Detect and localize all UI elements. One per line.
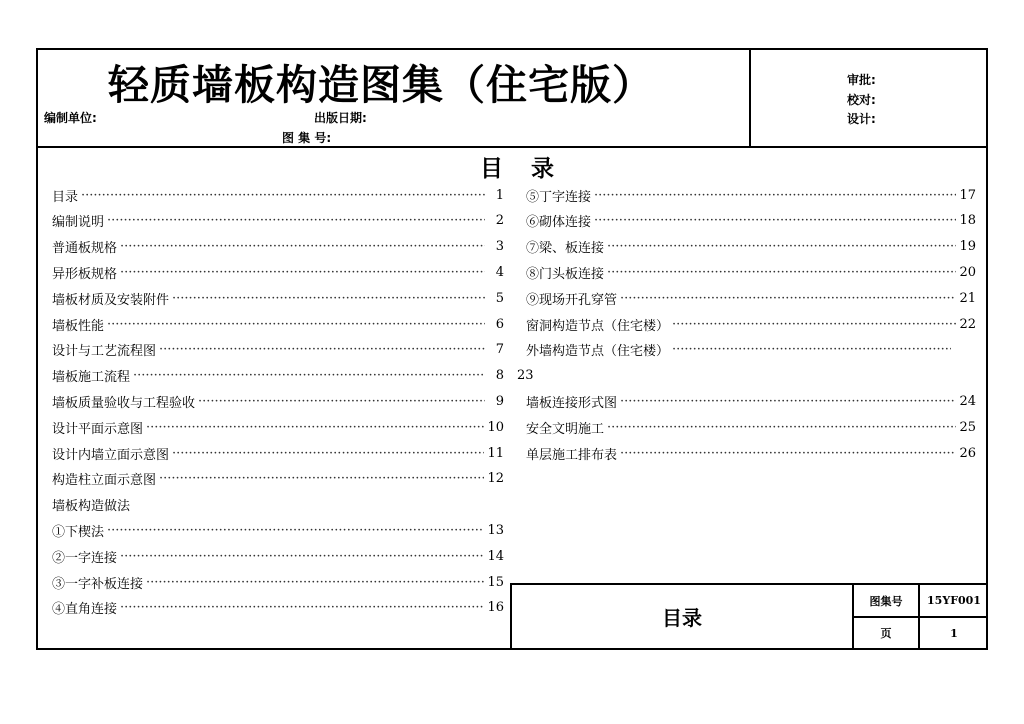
toc-leader-dots	[672, 317, 956, 332]
toc-entry-page: 18	[959, 213, 976, 229]
toc-leader-dots	[620, 446, 956, 461]
toc-entry-page: 20	[959, 264, 976, 280]
toc-entry-label: ②一字连接	[52, 550, 118, 566]
toc-entry-page: 3	[495, 239, 504, 255]
toc-entry-label: 墙板构造做法	[52, 499, 131, 515]
toc-entry-page: 15	[487, 574, 504, 590]
toc-leader-dots	[159, 342, 485, 357]
toc-entry-page: 6	[495, 316, 504, 332]
design-label: 设计:	[847, 112, 876, 126]
toc-entry-page: 17	[959, 187, 976, 203]
toc-leader-dots	[607, 420, 956, 435]
toc-entry	[52, 287, 504, 309]
toc-entry	[52, 339, 504, 361]
toc-entry-page: 13	[487, 522, 504, 538]
toc-leader-dots	[172, 291, 485, 306]
toc-entry-page: 19	[959, 239, 976, 255]
toc-entry	[52, 365, 504, 387]
toc-entry-page: 22	[959, 316, 976, 332]
toc-leader-dots	[120, 600, 484, 615]
toc-entry	[526, 184, 976, 206]
toc-leader-dots	[607, 239, 956, 254]
toc-entry-label: 23	[517, 368, 534, 384]
toc-entry-page: 24	[959, 393, 976, 409]
toc-entry	[526, 339, 970, 361]
toc-entry-label: 设计平面示意图	[52, 421, 144, 437]
toc-entry-page: 7	[495, 342, 504, 358]
toc-entry	[52, 597, 504, 619]
toc-entry-page: 12	[487, 471, 504, 487]
toc-leader-dots	[120, 239, 485, 254]
atlas-no-cell-label: 图集号	[869, 594, 903, 608]
toc-entry	[52, 184, 504, 206]
toc-entry	[52, 390, 504, 412]
toc-entry	[52, 519, 504, 541]
toc-leader-dots	[146, 420, 484, 435]
toc-entry-page: 5	[495, 290, 504, 306]
toc-entry	[526, 287, 976, 309]
atlas-no-value: 15YF001	[927, 594, 981, 607]
toc-entry	[52, 313, 504, 335]
toc-entry-label: 窗洞构造节点（住宅楼）	[526, 318, 670, 334]
page-cell-label: 页	[880, 627, 892, 640]
toc-entry-label: ⑨现场开孔穿管	[526, 292, 618, 308]
toc-entry-page: 16	[487, 600, 504, 616]
toc-entry	[52, 468, 504, 490]
atlas-no-label: 图 集 号:	[282, 131, 332, 145]
toc-entry-page: 9	[495, 393, 504, 409]
toc-entry-label: 墙板连接形式图	[526, 395, 618, 411]
toc-entry-page: 8	[495, 368, 504, 384]
toc-entry-label: 设计与工艺流程图	[52, 344, 157, 360]
toc-entry-label: 外墙构造节点（住宅楼）	[526, 344, 670, 360]
page-value: 1	[950, 626, 958, 640]
toc-leader-dots	[172, 446, 484, 461]
toc-entry-label: 安全文明施工	[526, 421, 605, 437]
toc-leader-dots	[107, 317, 485, 332]
toc-leader-dots	[672, 342, 951, 357]
toc-entry-page: 26	[959, 445, 976, 461]
toc-leader-dots	[120, 549, 484, 564]
toc-entry	[52, 571, 504, 593]
toc-entry	[526, 210, 976, 232]
compiler-label: 编制单位:	[44, 111, 97, 125]
toc-entry	[526, 236, 976, 258]
toc-entry	[526, 390, 976, 412]
toc-entry-label: ④直角连接	[52, 602, 118, 618]
toc-entry	[52, 261, 504, 283]
toc-entry-label: 设计内墙立面示意图	[52, 447, 170, 463]
toc-entry-label: 普通板规格	[52, 241, 118, 257]
toc-entry	[526, 261, 976, 283]
toc-entry-page: 1	[495, 187, 504, 203]
toc-entry-label: 墙板施工流程	[52, 370, 131, 386]
toc-entry-label: ①下楔法	[52, 524, 105, 540]
toc-leader-dots	[159, 471, 484, 486]
approve-label: 审批:	[847, 73, 876, 87]
toc-leader-dots	[620, 291, 956, 306]
toc-leader-dots	[120, 265, 485, 280]
toc-leader-dots	[146, 575, 484, 590]
toc-entry	[526, 442, 976, 464]
toc-entry-page: 2	[495, 213, 504, 229]
toc-entry-label: 墙板质量验收与工程验收	[52, 395, 196, 411]
document-title: 轻质墙板构造图集（住宅版）	[108, 61, 654, 109]
toc-entry-label: ⑦梁、板连接	[526, 241, 605, 257]
toc-entry	[52, 236, 504, 258]
toc-entry-label: 墙板性能	[52, 318, 105, 334]
toc-entry-label: 构造柱立面示意图	[52, 473, 157, 489]
toc-entry-page: 11	[487, 445, 504, 461]
toc-heading: 目 录	[480, 156, 565, 182]
toc-leader-dots	[607, 265, 956, 280]
toc-entry-label: ③一字补板连接	[52, 576, 144, 592]
toc-entry-label: 编制说明	[52, 215, 105, 231]
toc-entry	[526, 416, 976, 438]
toc-leader-dots	[198, 394, 485, 409]
toc-entry-label: ⑧门头板连接	[526, 266, 605, 282]
toc-entry	[52, 442, 504, 464]
toc-entry-label: 墙板材质及安装附件	[52, 292, 170, 308]
toc-entry-page: 4	[495, 264, 504, 280]
check-label: 校对:	[847, 93, 876, 107]
toc-entry-label: 目录	[52, 189, 79, 205]
toc-entry-page: 14	[487, 548, 504, 564]
toc-leader-dots	[81, 188, 485, 203]
toc-entry	[517, 365, 967, 387]
toc-entry-label: ⑥砌体连接	[526, 215, 592, 231]
header-vertical-divider	[749, 48, 751, 147]
toc-entry	[52, 416, 504, 438]
toc-entry-label: 异形板规格	[52, 266, 118, 282]
toc-entry-page: 10	[487, 419, 504, 435]
toc-entry-label: ⑤丁字连接	[526, 189, 592, 205]
toc-leader-dots	[107, 523, 484, 538]
toc-entry-page: 21	[959, 290, 976, 306]
toc-leader-dots	[107, 213, 485, 228]
toc-entry-label: 单层施工排布表	[526, 447, 618, 463]
toc-leader-dots	[594, 188, 956, 203]
toc-entry	[52, 494, 504, 516]
toc-entry	[52, 545, 504, 567]
publish-date-label: 出版日期:	[314, 111, 367, 125]
header-divider	[36, 146, 988, 148]
toc-leader-dots	[594, 213, 956, 228]
toc-entry-page: 25	[959, 419, 976, 435]
toc-entry	[526, 313, 976, 335]
toc-leader-dots	[620, 394, 956, 409]
toc-leader-dots	[133, 368, 485, 383]
title-block	[510, 583, 988, 650]
title-block-name: 目录	[662, 606, 702, 630]
toc-entry	[52, 210, 504, 232]
